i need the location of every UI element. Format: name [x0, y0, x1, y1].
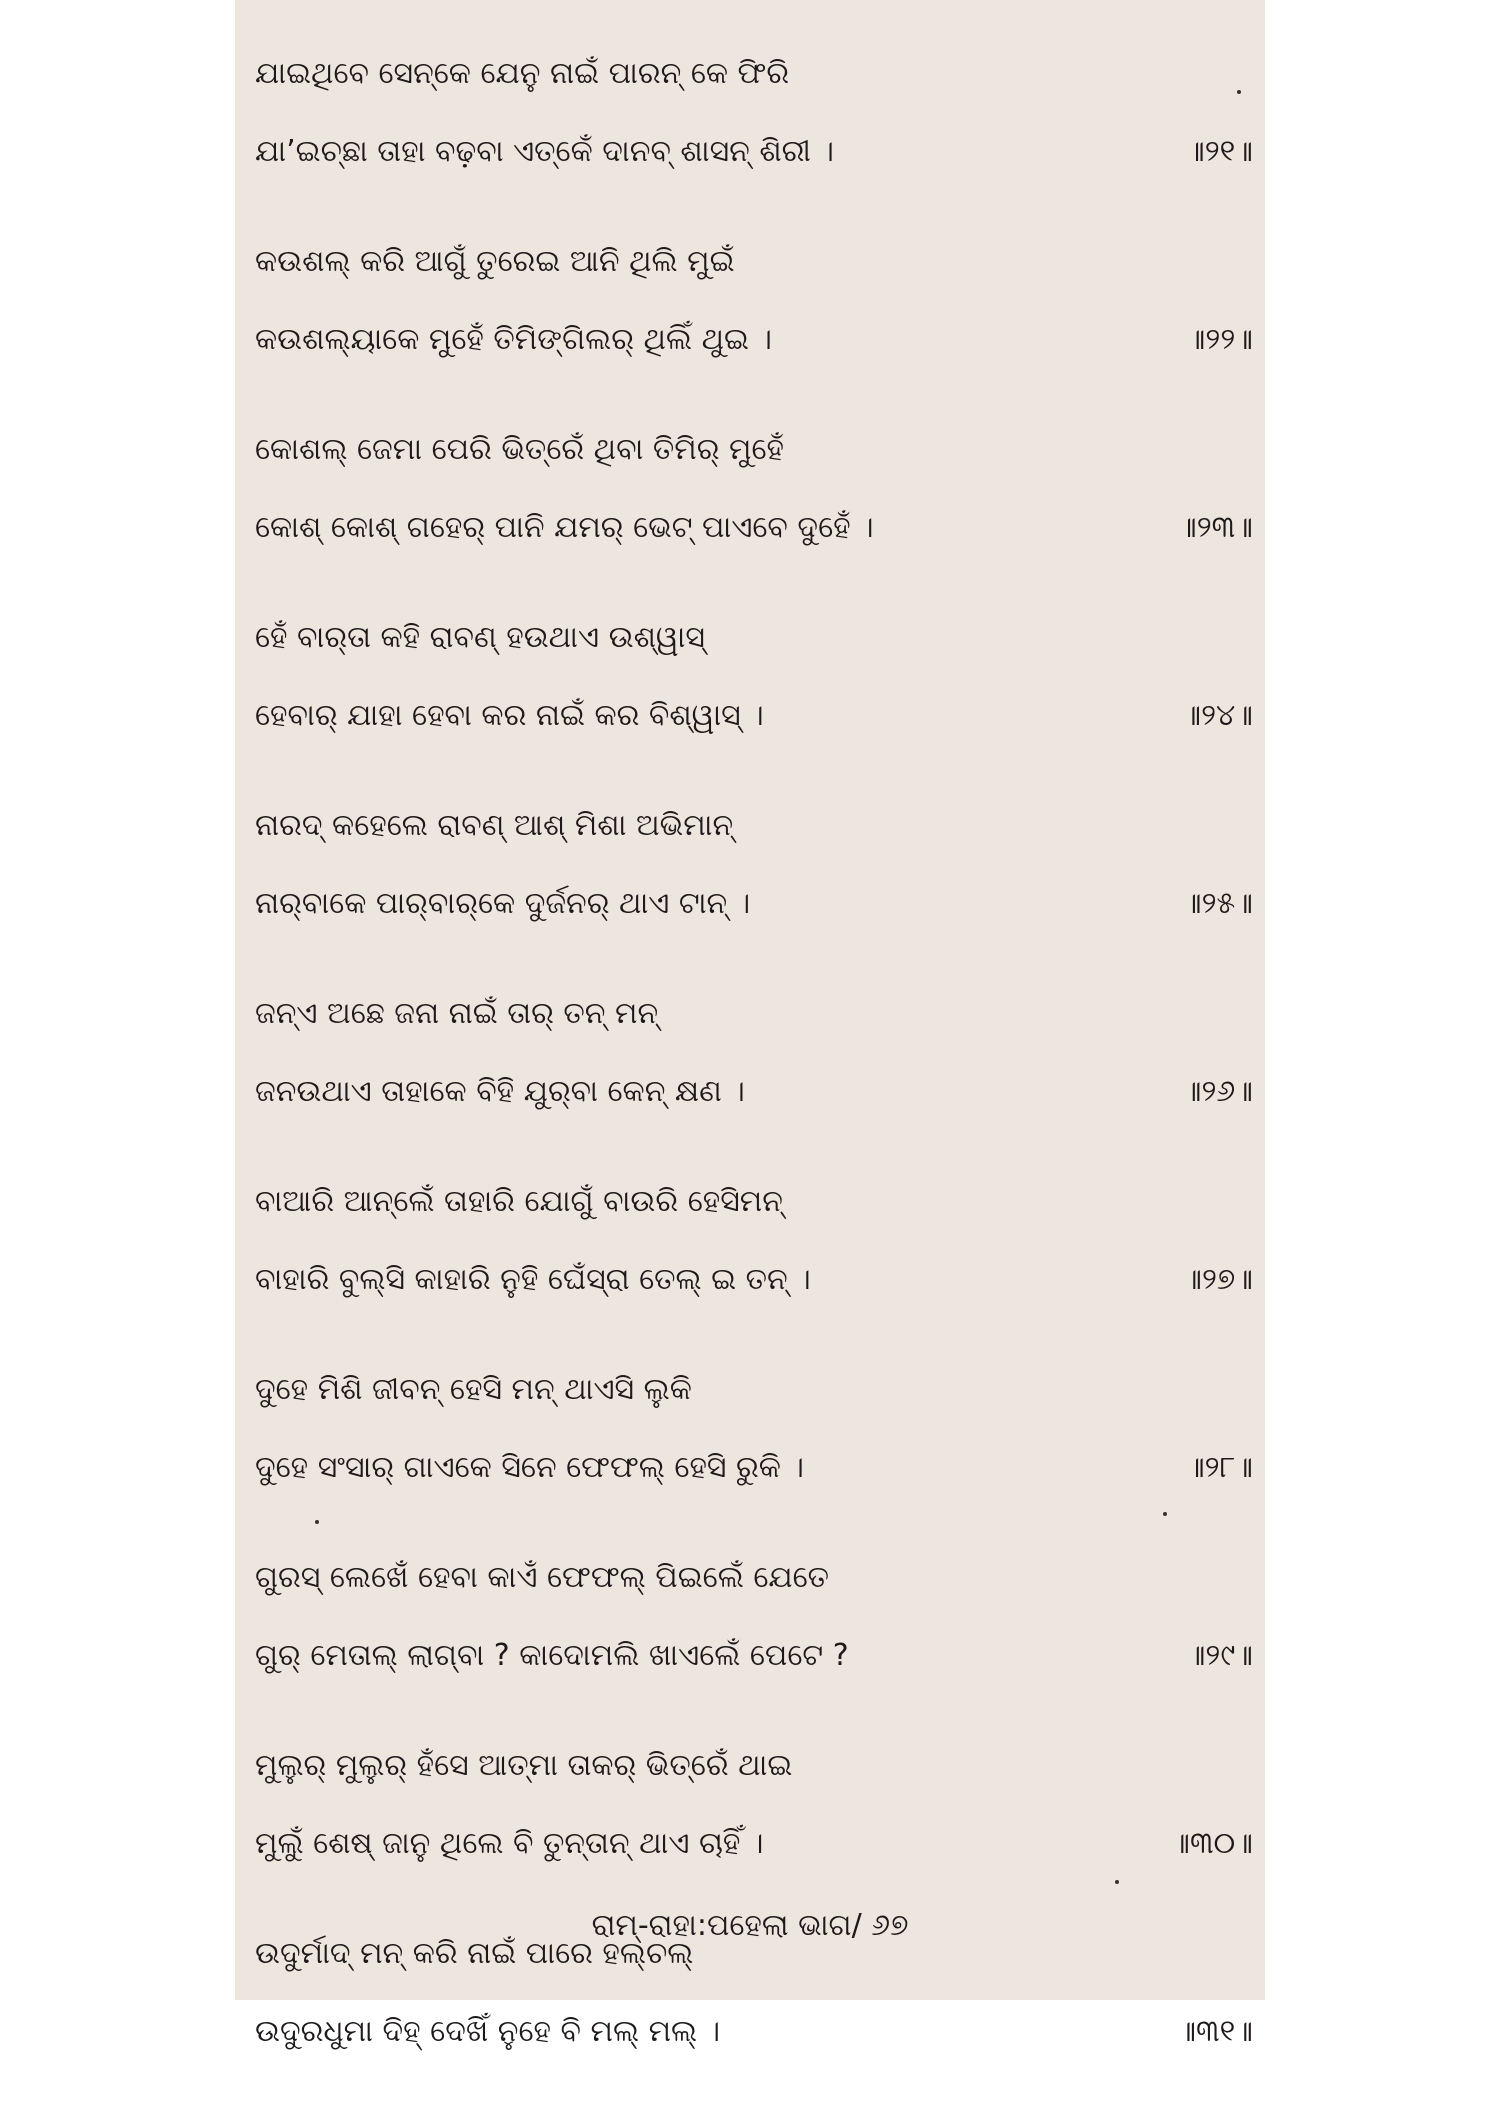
- verse-line: ହେବାର୍ ଯାହା ହେବା କର ନାଇଁ କର ବିଶ୍ୱାସ୍ ।: [255, 698, 764, 733]
- stanza-28: [255, 1351, 1255, 1507]
- verse-number: ॥୨୪॥: [1183, 698, 1253, 733]
- stanza-line: [255, 35, 1255, 113]
- stanza-line: [255, 113, 1255, 191]
- verse-line: ମୁଲୁଁ ଶେଷ୍ ଜାନୁ ଥିଲେ ବି ତୁନ୍‌ତାନ୍ ଥାଏ ଚାହିଁ ।: [255, 1826, 764, 1861]
- stanza-line: [255, 787, 1255, 865]
- stanza-30: [255, 1727, 1255, 1883]
- stanza-26: [255, 975, 1255, 1131]
- stanza-line: [255, 1163, 1255, 1241]
- stanza-line: [255, 1241, 1255, 1319]
- verse-line: ବାହାରି ବୁଲ୍‌ସି କାହାରି ନୁହି ଘେଁସ୍‌ରା ତେଲ୍ ଇ ତନ୍ ।: [255, 1262, 811, 1297]
- verse-number: ॥୩୦॥: [1172, 1826, 1253, 1861]
- stanza-line: [255, 1053, 1255, 1131]
- ink-speck: [1163, 1512, 1167, 1516]
- verse-line: ଜନଉଥାଏ ତାହାକେ ବିହି ଯୁର୍‌ବା କେନ୍ କ୍ଷଣ ।: [255, 1074, 745, 1109]
- stanza-line: [255, 975, 1255, 1053]
- verse-line: ଉଦୁର୍ମାଦ୍ ମନ୍ କରି ନାଇଁ ପାରେ ହଲ୍‌ଚଲ୍: [255, 1936, 694, 1971]
- ink-speck: [315, 1520, 319, 1524]
- stanza-line: [255, 865, 1255, 943]
- stanza-25: [255, 787, 1255, 943]
- ink-speck: [1237, 90, 1241, 94]
- ink-speck: [1115, 1880, 1119, 1884]
- verse-line: ଗୁରସ୍ ଲେଖେଁ ହେବା କାଏଁ ଫେଫଲ୍ ପିଇଲେଁ ଯେତେ: [255, 1560, 830, 1595]
- stanza-line: [255, 677, 1255, 755]
- stanza-22: [255, 223, 1255, 379]
- stanza-line: [255, 1539, 1255, 1617]
- verse-number: ॥୨୧॥: [1186, 134, 1253, 169]
- verse-line: ଜନ୍‌ଏ ଅଛେ ଜନା ନାଇଁ ତାର୍ ତନ୍ ମନ୍: [255, 996, 659, 1031]
- stanza-line: [255, 1617, 1255, 1695]
- stanza-line: [255, 489, 1255, 567]
- verse-number: ॥୨୫॥: [1183, 886, 1253, 921]
- verse-line: କୋଶଲ୍ ଜେମା ପେରି ଭିତ୍‌ରେଁ ଥିବା ତିମିର୍ ମୁହେଁ: [255, 432, 784, 467]
- stanza-line: [255, 1805, 1255, 1883]
- page-footer: ରାମ୍-ରାହା:ପହେଲା ଭାଗ/ ୬୭: [591, 1908, 909, 1943]
- stanza-line: [255, 223, 1255, 301]
- verse-line: ଯାଇଥିବେ ସେନ୍‌କେ ଯେନୁ ନାଇଁ ପାରନ୍ କେ ଫିରି: [255, 56, 790, 91]
- verse-line: ବାଆରି ଆନ୍‌ଲେଁ ତାହାରି ଯୋଗୁଁ ବାଉରି ହେସିମନ୍: [255, 1184, 783, 1219]
- verse-line: ଗୁର୍ ମେତାଲ୍ ଲାଗ୍‌ବା ? କାଦୋମଲି ଖାଏଲେଁ ପେଟେ ?: [255, 1638, 849, 1673]
- stanza-line: [255, 411, 1255, 489]
- verse-number: ॥୨୭॥: [1184, 1262, 1253, 1297]
- verse-line: ମୁଲୁର୍ ମୁଲୁର୍ ହଁସେ ଆତ୍‌ମା ତାକର୍ ଭିତ୍‌ରେଁ ଥାଇ: [255, 1748, 793, 1783]
- verse-line: ହେଁ ବାର୍‌ତା କହି ରାବଣ୍ ହଉଥାଏ ଉଶ୍ୱାସ୍: [255, 620, 705, 655]
- stanza-21: [255, 35, 1255, 191]
- stanza-23: [255, 411, 1255, 567]
- verse-number: ॥୨୨॥: [1187, 322, 1253, 357]
- verse-line: କଉଶଲ୍ୟାକେ ମୁହେଁ ତିମିଙ୍ଗିଲର୍ ଥିଲିଁ ଥୁଇ ।: [255, 322, 773, 357]
- stanza-line: [255, 1727, 1255, 1805]
- stanza-line: [255, 1429, 1255, 1507]
- book-page: [235, 0, 1265, 2049]
- stanza-29: [255, 1539, 1255, 1695]
- stanza-line: [255, 1993, 1255, 2071]
- stanza-line: [255, 301, 1255, 379]
- verse-list: [255, 35, 1255, 2103]
- verse-number: ॥୨୯॥: [1187, 1638, 1253, 1673]
- verse-line: ଉଦୁରଧୁମା ଦିହ୍ ଦେଖିଁ ନୁହେ ବି ମଲ୍ ମଲ୍ ।: [255, 2014, 721, 2049]
- verse-line: କଉଶଲ୍ କରି ଆଗୁଁ ତୁରେଇ ଆନି ଥିଲି ମୁଇଁ: [255, 244, 735, 279]
- verse-line: ଦୁହେ ମିଶି ଜୀବନ୍ ହେସି ମନ୍ ଥାଏସି ଲୁକି: [255, 1372, 692, 1407]
- verse-number: ॥୨୩॥: [1179, 510, 1253, 545]
- verse-line: ଦୁହେ ସଂସାର୍ ଗାଏକେ ସିନେ ଫେଫଲ୍ ହେସି ରୁକି ।: [255, 1450, 804, 1485]
- verse-line: କୋଶ୍ କୋଶ୍ ଗହେର୍ ପାନି ଯମର୍ ଭେଟ୍ ପାଏବେ ଦୁହେଁ ।: [255, 510, 874, 545]
- verse-number: ॥୩୧॥: [1178, 2014, 1253, 2049]
- stanza-24: [255, 599, 1255, 755]
- stanza-line: [255, 1351, 1255, 1429]
- verse-number: ॥୨୮॥: [1186, 1450, 1253, 1485]
- verse-line: ଯା’ଇଚ୍ଛା ତାହା ବଢ଼ବା ଏତ୍‌କେଁ ଦାନବ୍ ଶାସନ୍ ଶିରୀ ।: [255, 134, 834, 169]
- verse-line: ନାରଦ୍ କହେଲେ ରାବଣ୍ ଆଶ୍ ମିଶା ଅଭିମାନ୍: [255, 808, 734, 843]
- stanza-27: [255, 1163, 1255, 1319]
- verse-line: ନାର୍‌ବାକେ ପାର୍‌ବାର୍‌କେ ଦୁର୍ଜନର୍ ଥାଏ ଟାନ୍ ।: [255, 886, 751, 921]
- verse-number: ॥୨୬॥: [1183, 1074, 1253, 1109]
- stanza-line: [255, 599, 1255, 677]
